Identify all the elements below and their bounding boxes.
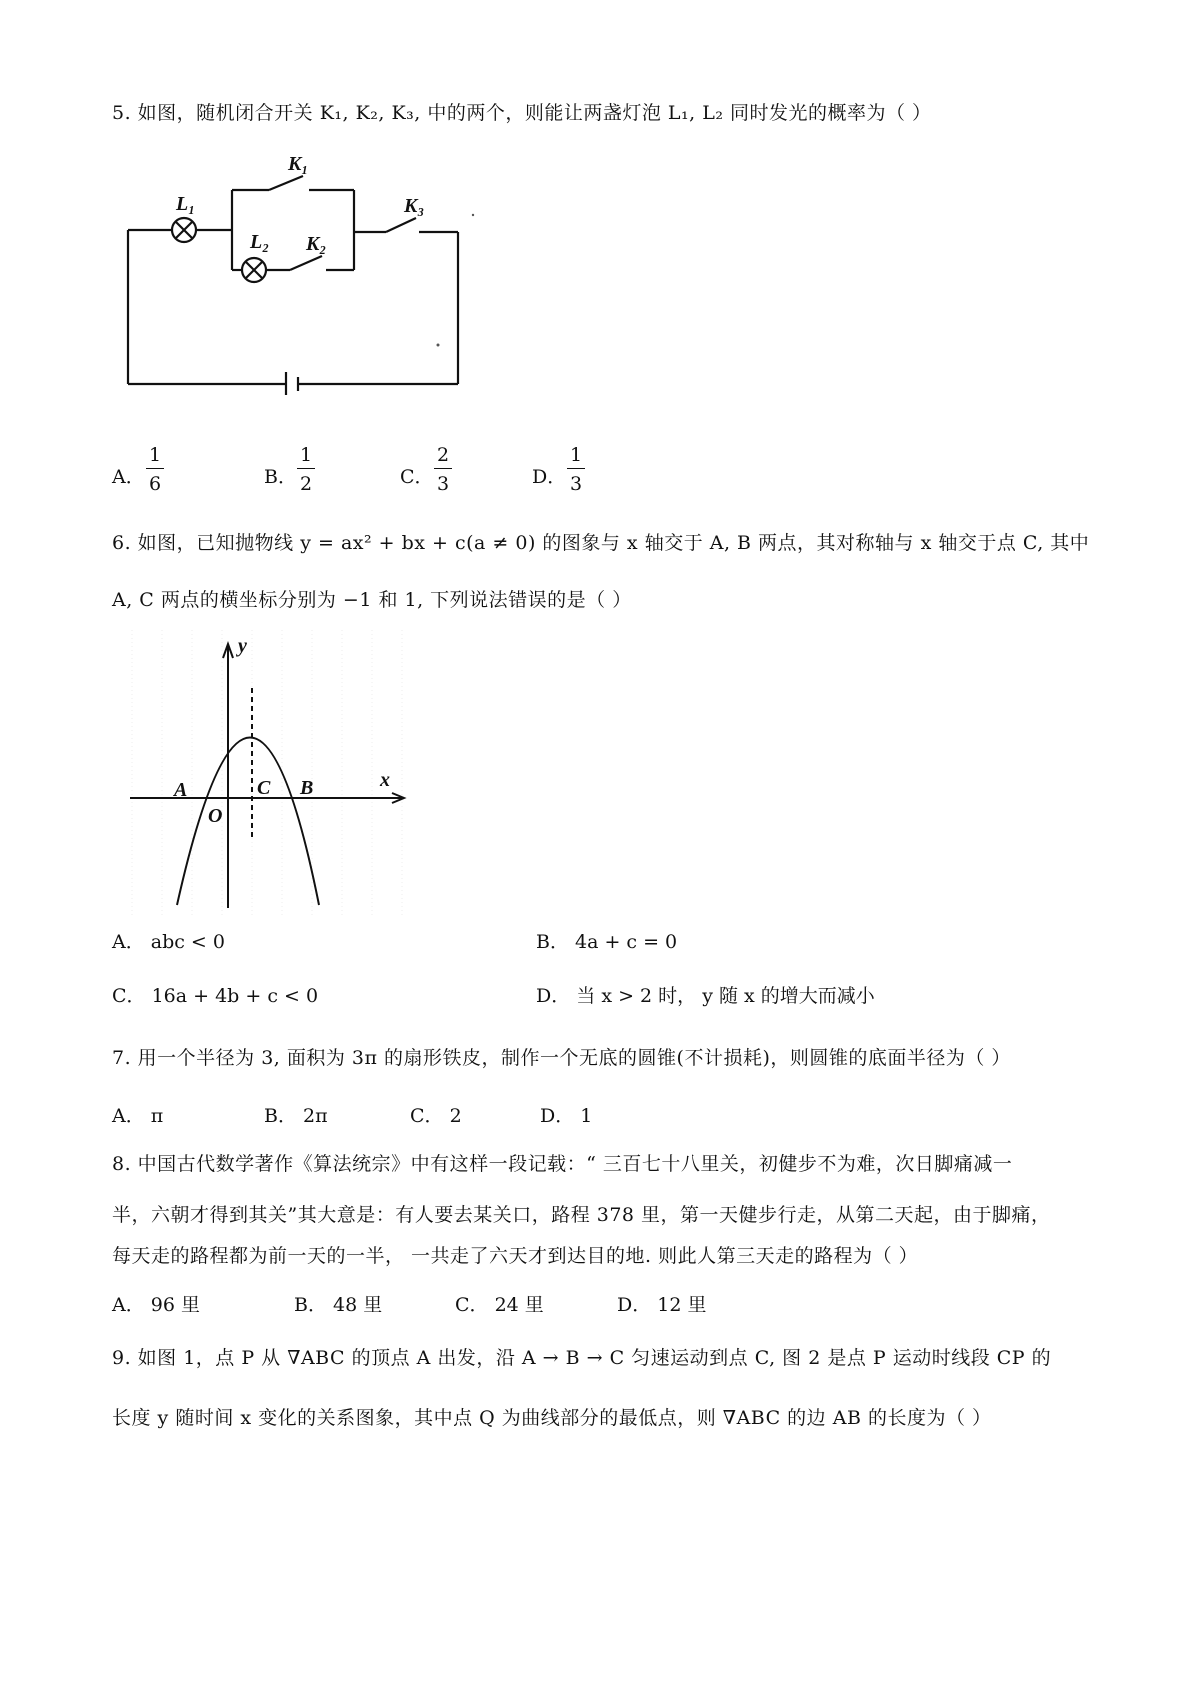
q6-option-d[interactable]: D． 当 x > 2 时， y 随 x 的增大而减小 [536,985,875,1007]
label-y: y [238,635,247,657]
numerator: 1 [146,444,164,469]
label-k1: K₁ [288,153,309,175]
numerator: 1 [567,444,585,469]
q5-option-a-fraction [146,444,164,495]
circuit-diagram [118,150,478,395]
q8-option-c[interactable]: C． 24 里 [455,1294,544,1316]
label-l1: L₁ [176,193,196,215]
denominator: 6 [149,473,162,495]
q8-line1: 8. 中国古代数学著作《算法统宗》中有这样一段记载：“ 三百七十八里关，初健步不为难，次日脚痛减一 [112,1153,1013,1175]
q7-stem: 7. 用一个半径为 3, 面积为 3π 的扇形铁皮，制作一个无底的圆锥(不计损耗)，则圆锥的底面半径为（ ） [112,1047,1011,1069]
denominator: 2 [300,473,313,495]
q6-option-c[interactable]: C． 16a + 4b + c < 0 [112,985,319,1007]
label-b: B [300,777,314,799]
q7-option-b[interactable]: B． 2π [264,1105,328,1127]
q5-option-c-letter[interactable]: C． [400,466,434,488]
label-k2: K₂ [306,233,327,255]
q6-stem-line2: A, C 两点的横坐标分别为 −1 和 1, 下列说法错误的是（ ） [112,589,632,611]
label-o: O [208,805,223,827]
q5-option-a-letter[interactable]: A． [112,466,145,488]
q7-option-a[interactable]: A． π [112,1105,164,1127]
q5-circuit-figure [118,150,478,395]
label-l2: L₂ [250,231,270,253]
denominator: 3 [570,473,583,495]
q8-line3: 每天走的路程都为前一天的一半， 一共走了六天才到达目的地. 则此人第三天走的路程为（ ） [112,1245,919,1267]
q8-option-d[interactable]: D． 12 里 [617,1294,707,1316]
q5-option-d-letter[interactable]: D． [532,466,567,488]
label-k3: K₃ [404,195,425,217]
denominator: 3 [437,473,450,495]
q8-option-a[interactable]: A． 96 里 [112,1294,200,1316]
q7-option-d[interactable]: D． 1 [540,1105,593,1127]
label-c: C [257,777,271,799]
label-a: A [174,779,188,801]
q6-option-b[interactable]: B． 4a + c = 0 [536,931,678,953]
q6-stem-line1: 6. 如图，已知抛物线 y = ax² + bx + c(a ≠ 0) 的图象与 x 轴交于 A, B 两点，其对称轴与 x 轴交于点 C, 其中 [112,532,1090,554]
q5-stem: 5. 如图，随机闭合开关 K₁, K₂, K₃, 中的两个，则能让两盏灯泡 L₁, L₂ 同时发光的概率为（ ） [112,102,932,124]
q7-option-c[interactable]: C． 2 [410,1105,462,1127]
numerator: 1 [297,444,315,469]
q5-option-d-fraction [567,444,585,495]
numerator: 2 [434,444,452,469]
q8-line2: 半，六朝才得到其关”其大意是：有人要去某关口，路程 378 里，第一天健步行走，从第二天起，由于脚痛， [112,1204,1051,1226]
q9-line2: 长度 y 随时间 x 变化的关系图象，其中点 Q 为曲线部分的最低点，则 ∇ABC 的边 AB 的长度为（ ） [112,1407,992,1429]
q5-option-c-fraction [434,444,452,495]
q6-parabola-figure [112,630,422,915]
q5-option-b-fraction [297,444,315,495]
q9-line1: 9. 如图 1，点 P 从 ∇ABC 的顶点 A 出发，沿 A → B → C 匀速运动到点 C, 图 2 是点 P 运动时线段 CP 的 [112,1347,1052,1369]
q5-option-b-letter[interactable]: B． [264,466,297,488]
q8-option-b[interactable]: B． 48 里 [294,1294,383,1316]
q6-option-a[interactable]: A． abc < 0 [112,931,225,953]
label-x: x [380,769,390,791]
parabola-graph [112,630,422,915]
